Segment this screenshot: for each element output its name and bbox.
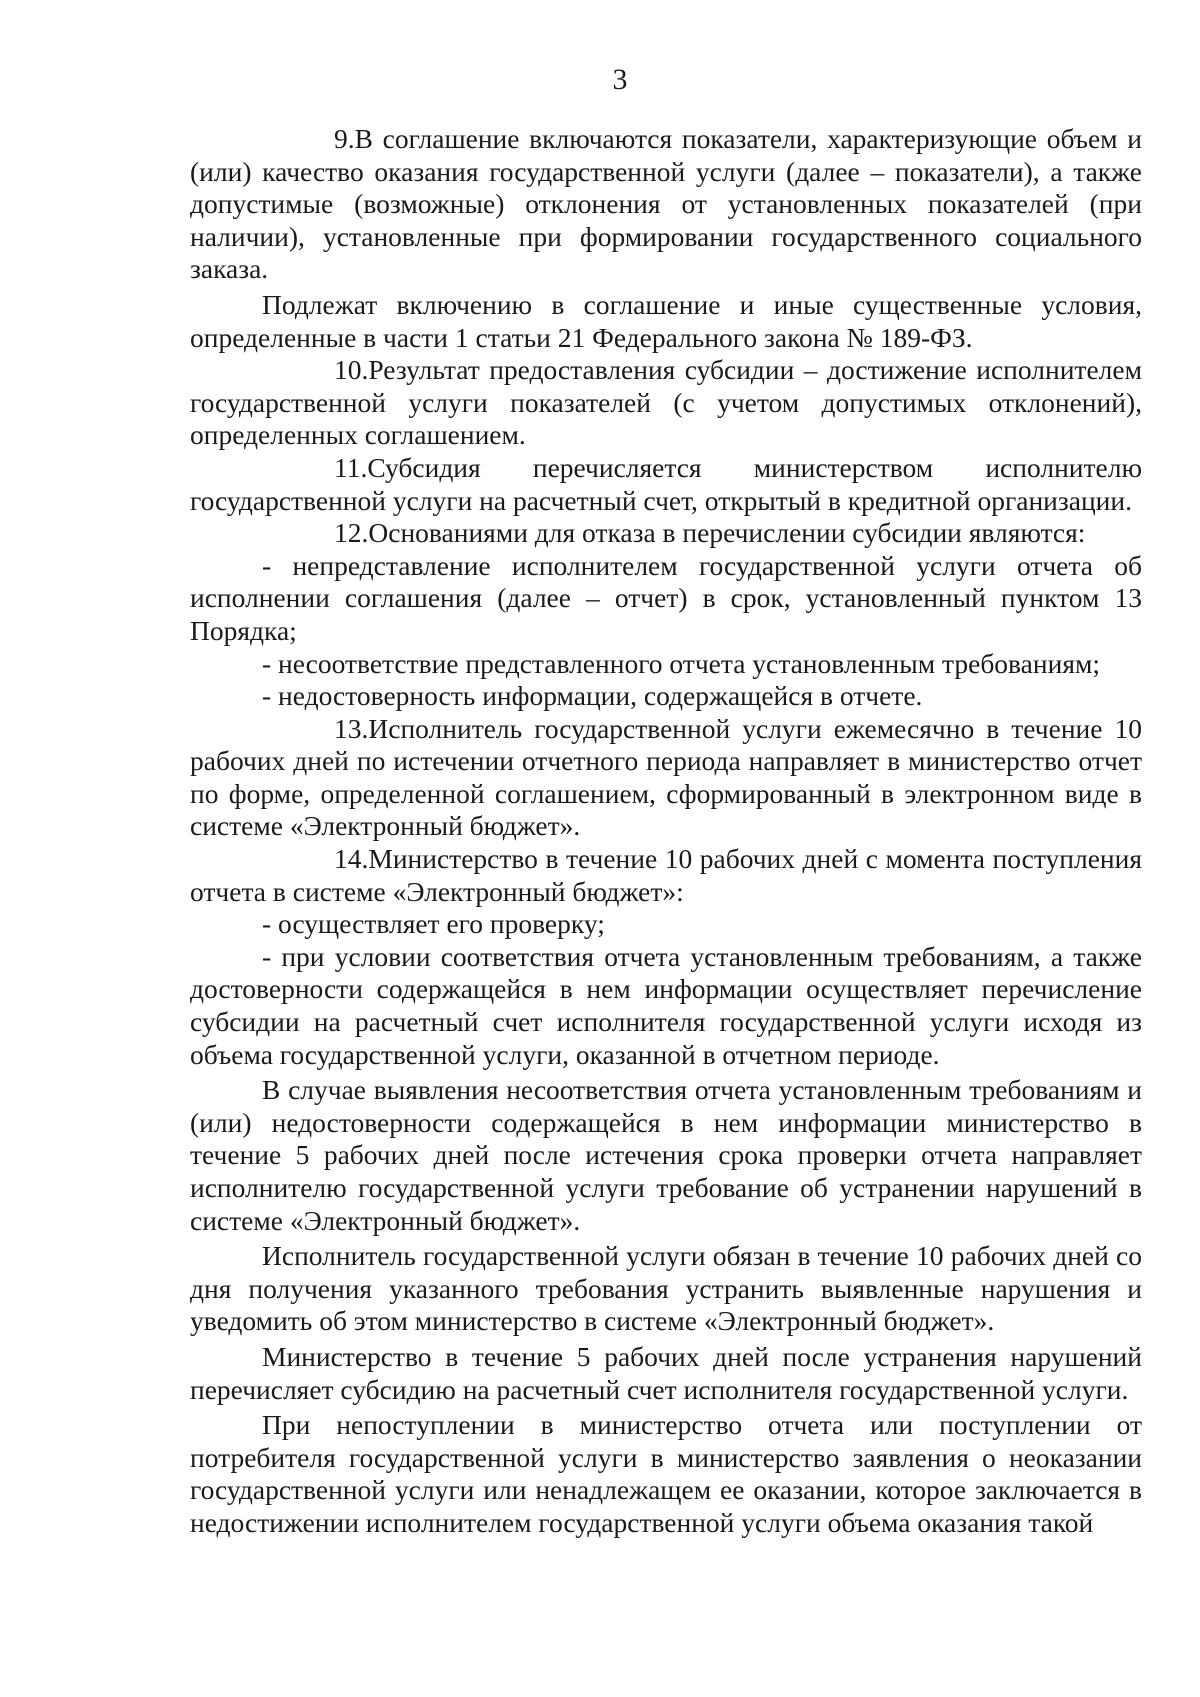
paragraph-text: Исполнитель государственной услуги обязан в течение 10 рабочих дней со дня получения указанного требования устранить выявленные нарушения и уведомить об этом министерство в системе «Электронный бюджет».: [190, 1240, 1142, 1337]
paragraph-text: Основаниями для отказа в перечислении субсидии являются:: [368, 517, 1086, 549]
list-item: [190, 908, 1142, 941]
paragraph-ministry-transfer: [190, 1341, 1142, 1406]
paragraph-text: В случае выявления несоответствия отчета установленным требованиям и (или) недостоверности содержащейся в нем информации министерство в течение 5 рабочих дней после истечения срока проверки отчета направляет исполнителю государственной услуги требование об устранении нарушений в системе «Электронный бюджет».: [190, 1074, 1142, 1236]
paragraph-13: [190, 713, 1142, 843]
list-item-text: - осуществляет его проверку;: [262, 908, 605, 940]
list-item: [190, 941, 1142, 1071]
paragraph-executor-obligation: [190, 1240, 1142, 1338]
paragraph-text: Министерство в течение 10 рабочих дней с момента поступления отчета в системе «Электронный бюджет»:: [190, 843, 1142, 907]
paragraph-11: [190, 452, 1142, 517]
list-item: [190, 680, 1142, 713]
paragraph-text: Субсидия перечисляется министерством исполнителю государственной услуги на расчетный счет, открытый в кредитной организации.: [190, 451, 1142, 516]
item-number: 12.: [334, 517, 369, 549]
paragraph-14: [190, 843, 1142, 908]
list-item: [190, 550, 1142, 648]
item-number: 9.: [334, 123, 355, 154]
page-number: 3: [612, 63, 628, 96]
item-number: 10.: [334, 354, 369, 386]
list-item-text: - при условии соответствия отчета установленным требованиям, а также достоверности содержащейся в нем информации осуществляет перечисление субсидии на расчетный счет исполнителя государственной услуги исходя из объема государственной услуги, оказанной в отчетном периоде.: [190, 940, 1142, 1070]
document-body: [190, 123, 1142, 1540]
item-number: 11.: [334, 451, 368, 483]
paragraph-text: В соглашение включаются показатели, характеризующие объем и (или) качество оказания государственной услуги (далее – показатели), а также допустимые (возможные) отклонения от установленных показателей (при наличии), установленные при формировании государственного социального заказа.: [190, 123, 1142, 285]
paragraph-text: Исполнитель государственной услуги ежемесячно в течение 10 рабочих дней по истечении отчетного периода направляет в министерство отчет по форме, определенной соглашением, сформированный в электронном виде в системе «Электронный бюджет».: [190, 712, 1142, 842]
item-number: 14.: [334, 843, 369, 875]
paragraph-12: [190, 517, 1142, 550]
paragraph-non-receipt: [190, 1409, 1142, 1539]
paragraph-text: Результат предоставления субсидии – достижение исполнителем государственной услуги показателей (с учетом допустимых отклонений), определенных соглашением.: [190, 354, 1142, 451]
paragraph-violations: [190, 1074, 1142, 1237]
list-item-text: - несоответствие представленного отчета установленным требованиям;: [262, 647, 1101, 679]
paragraph-text: При непоступлении в министерство отчета или поступлении от потребителя государственной услуги в министерство заявления о неоказании государственной услуги или ненадлежащем ее оказании, которое заключается в недостижении исполнителем государственной услуги объема оказания такой: [190, 1409, 1142, 1538]
paragraph-9: [190, 123, 1142, 286]
item-number: 13.: [334, 712, 369, 744]
paragraph-10: [190, 354, 1142, 452]
paragraph-text: Министерство в течение 5 рабочих дней после устранения нарушений перечисляет субсидию на расчетный счет исполнителя государственной услуги.: [190, 1340, 1142, 1405]
list-item: [190, 648, 1142, 681]
list-item-text: - недостоверность информации, содержащейся в отчете.: [262, 680, 923, 712]
paragraph-9-continued: [190, 289, 1142, 354]
list-item-text: - непредставление исполнителем государственной услуги отчета об исполнении соглашения (далее – отчет) в срок, установленный пунктом 13 Порядка;: [190, 549, 1142, 646]
paragraph-text: Подлежат включению в соглашение и иные существенные условия, определенные в части 1 статьи 21 Федерального закона № 189-ФЗ.: [190, 288, 1142, 353]
